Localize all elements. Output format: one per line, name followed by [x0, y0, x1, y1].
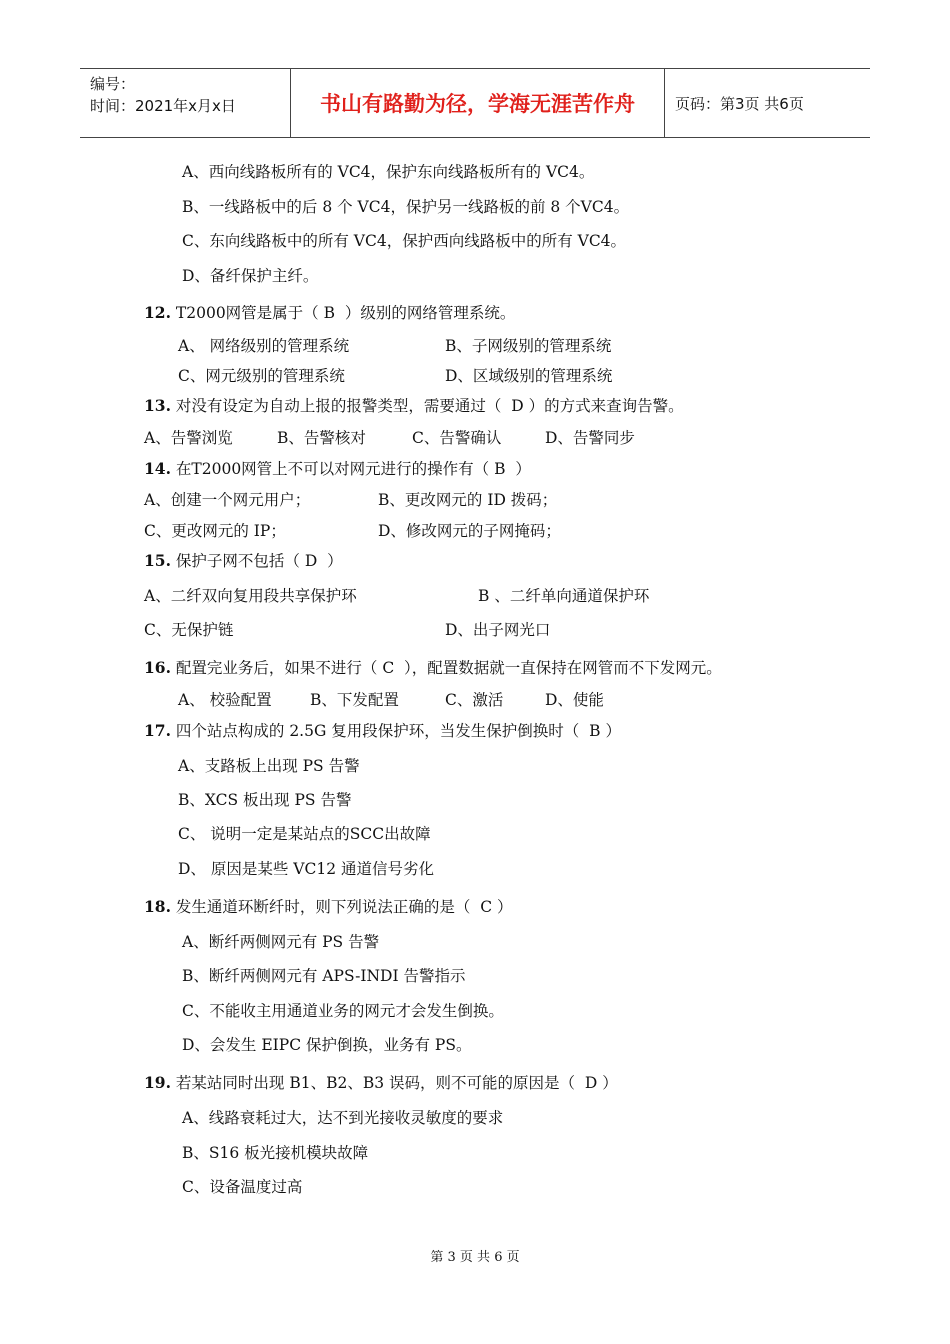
time-label: 时间：2021年x月x日: [90, 97, 236, 115]
option-a: A、断纤两侧网元有 PS 告警: [182, 933, 380, 951]
page-header: [80, 68, 870, 138]
option-d: D、备纤保护主纤。: [182, 267, 319, 285]
option-c: C、激活: [445, 691, 504, 709]
question-16: 16. 配置完业务后，如果不进行（ C ），配置数据就一直保持在网管而不下发网元。: [144, 658, 722, 677]
option-d: D、修改网元的子网掩码；: [378, 522, 561, 540]
option-b: B 、二纤单向通道保护环: [478, 587, 650, 605]
option-a: A、线路衰耗过大，达不到光接收灵敏度的要求: [182, 1109, 504, 1127]
motto: 书山有路勤为径，学海无涯苦作舟: [291, 69, 665, 137]
option-d: D、出子网光口: [445, 621, 551, 639]
question-17: 17. 四个站点构成的 2.5G 复用段保护环，当发生保护倒换时（ B ）: [144, 721, 621, 740]
page-number-label: 页码：第3页 共6页: [675, 94, 804, 113]
option-a: A、西向线路板所有的 VC4，保护东向线路板所有的 VC4。: [182, 163, 595, 181]
question-15: 15. 保护子网不包括（ D ）: [144, 551, 343, 570]
option-b: B、XCS 板出现 PS 告警: [178, 791, 352, 809]
question-13: 13. 对没有设定为自动上报的报警类型，需要通过（ D ）的方式来查询告警。: [144, 396, 684, 415]
question-14: 14. 在T2000网管上不可以对网元进行的操作有（ B ）: [144, 459, 531, 478]
number-label: 编号：: [90, 75, 136, 93]
option-b: B、S16 板光接机模块故障: [182, 1144, 369, 1162]
question-19: 19. 若某站同时出现 B1、B2、B3 误码，则不可能的原因是（ D ）: [144, 1073, 618, 1092]
option-d: D、 原因是某些 VC12 通道信号劣化: [178, 860, 434, 878]
option-a: A、支路板上出现 PS 告警: [178, 757, 360, 775]
option-d: D、告警同步: [545, 429, 635, 447]
option-c: C、东向线路板中的所有 VC4，保护西向线路板中的所有 VC4。: [182, 232, 627, 250]
option-b: B、断纤两侧网元有 APS-INDI 告警指示: [182, 967, 466, 985]
option-a: A、 校验配置: [178, 691, 272, 709]
option-b: B、告警核对: [277, 429, 366, 447]
option-c: C、无保护链: [144, 621, 234, 639]
page-footer: 第 3 页 共 6 页: [430, 1250, 520, 1265]
option-c: C、 说明一定是某站点的SCC出故障: [178, 825, 431, 843]
option-c: C、告警确认: [412, 429, 502, 447]
option-a: A、 网络级别的管理系统: [178, 337, 350, 355]
option-c: C、更改网元的 IP；: [144, 522, 286, 540]
option-c: C、设备温度过高: [182, 1178, 303, 1196]
option-b: B、更改网元的 ID 拨码；: [378, 491, 558, 509]
question-12: 12. T2000网管是属于（ B ）级别的网络管理系统。: [144, 303, 516, 322]
option-a: A、告警浏览: [144, 429, 233, 447]
option-c: C、网元级别的管理系统: [178, 367, 345, 385]
option-d: D、会发生 EIPC 保护倒换，业务有 PS。: [182, 1036, 472, 1054]
question-18: 18. 发生通道环断纤时，则下列说法正确的是（ C ）: [144, 897, 513, 916]
option-c: C、不能收主用通道业务的网元才会发生倒换。: [182, 1002, 504, 1020]
header-info: [80, 69, 291, 137]
option-a: A、二纤双向复用段共享保护环: [144, 587, 357, 605]
option-b: B、下发配置: [310, 691, 399, 709]
option-b: B、一线路板中的后 8 个 VC4，保护另一线路板的前 8 个VC4。: [182, 198, 630, 216]
option-d: D、区域级别的管理系统: [445, 367, 613, 385]
option-d: D、使能: [545, 691, 604, 709]
option-b: B、子网级别的管理系统: [445, 337, 612, 355]
option-a: A、创建一个网元用户；: [144, 491, 311, 509]
